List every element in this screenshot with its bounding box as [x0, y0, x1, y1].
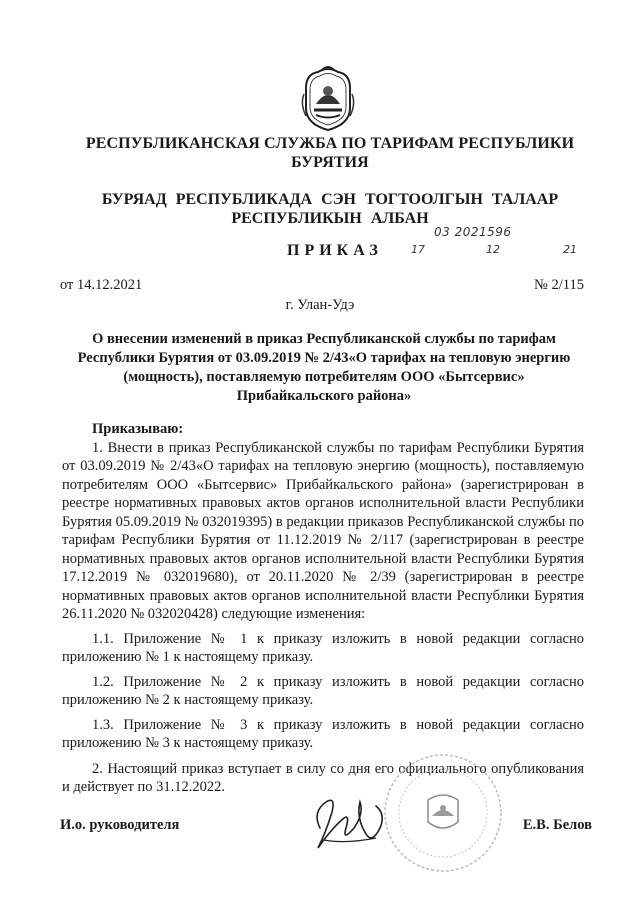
- round-stamp-icon: [382, 752, 504, 874]
- item-1-3: 1.3. Приложение № 3 к приказу изложить в новой редакции согласно приложению № 3 к настоящему приказу.: [62, 716, 584, 751]
- document-body: [62, 420, 584, 797]
- handwritten-day: 17: [411, 243, 425, 256]
- item-2: 2. Настоящий приказ вступает в силу со дня его официального опубликования и действует по 31.12.2022.: [62, 760, 584, 795]
- order-opening: Приказываю:: [92, 421, 184, 437]
- registration-number-handwritten: 03 2021596: [434, 225, 512, 239]
- org-name-russian: РЕСПУБЛИКАНСКАЯ СЛУЖБА ПО ТАРИФАМ РЕСПУБЛИКИ БУРЯТИЯ: [85, 135, 575, 171]
- handwritten-signature-icon: [306, 788, 398, 860]
- signer-name: Е.В. Белов: [522, 817, 592, 833]
- handwritten-month: 12: [486, 243, 500, 256]
- document-city: г. Улан-Удэ: [285, 297, 355, 313]
- org-name-buryat: БУРЯАД РЕСПУБЛИКАДА СЭН ТОГТООЛГЫН ТАЛААР РЕСПУБЛИКЫН АЛБАН: [101, 191, 559, 227]
- item-1-2: 1.2. Приложение № 2 к приказу изложить в новой редакции согласно приложению № 2 к настоящему приказу.: [62, 673, 584, 708]
- coat-of-arms-icon: [296, 64, 360, 132]
- handwritten-year: 21: [563, 243, 577, 256]
- order-title: ПРИКАЗ: [287, 242, 383, 259]
- document-subject: О внесении изменений в приказ Республиканской службы по тарифам Республики Бурятия от 03.09.2019 № 2/43«О тарифах на тепловую энергию (мощность), поставляемую потребителям ООО «Бытсервис» Прибайкальского района»: [77, 331, 571, 404]
- document-number: № 2/115: [534, 277, 584, 293]
- document-date: от 14.12.2021: [60, 277, 143, 293]
- item-1: 1. Внести в приказ Республиканской службы по тарифам Республики Бурятия от 03.09.2019 № 2/43«О тарифах на тепловую энергию (мощность), поставляемую потребителям ООО «Бытсервис» Прибайкальского района» (зарегистрирован в реестре нормативных правовых актов органов исполнительной власти Республики Бурятия 05.09.2019 № 032019395) в редакции приказов Республиканской службы по тарифам Республики Бурятия от 11.12.2019 № 2/117 (зарегистрирован в реестре нормативных правовых актов органов исполнительной власти Республики Бурятия 17.12.2019 № 032019680), от 20.11.2020 № 2/39 (зарегистрирован в реестре нормативных правовых актов органов исполнительной власти Республики Бурятия 26.11.2020 № 032020428) следующие изменения:: [62, 439, 584, 622]
- item-1-1: 1.1. Приложение № 1 к приказу изложить в новой редакции согласно приложению № 1 к настоящему приказу.: [62, 630, 584, 665]
- signer-position: И.о. руководителя: [60, 817, 180, 833]
